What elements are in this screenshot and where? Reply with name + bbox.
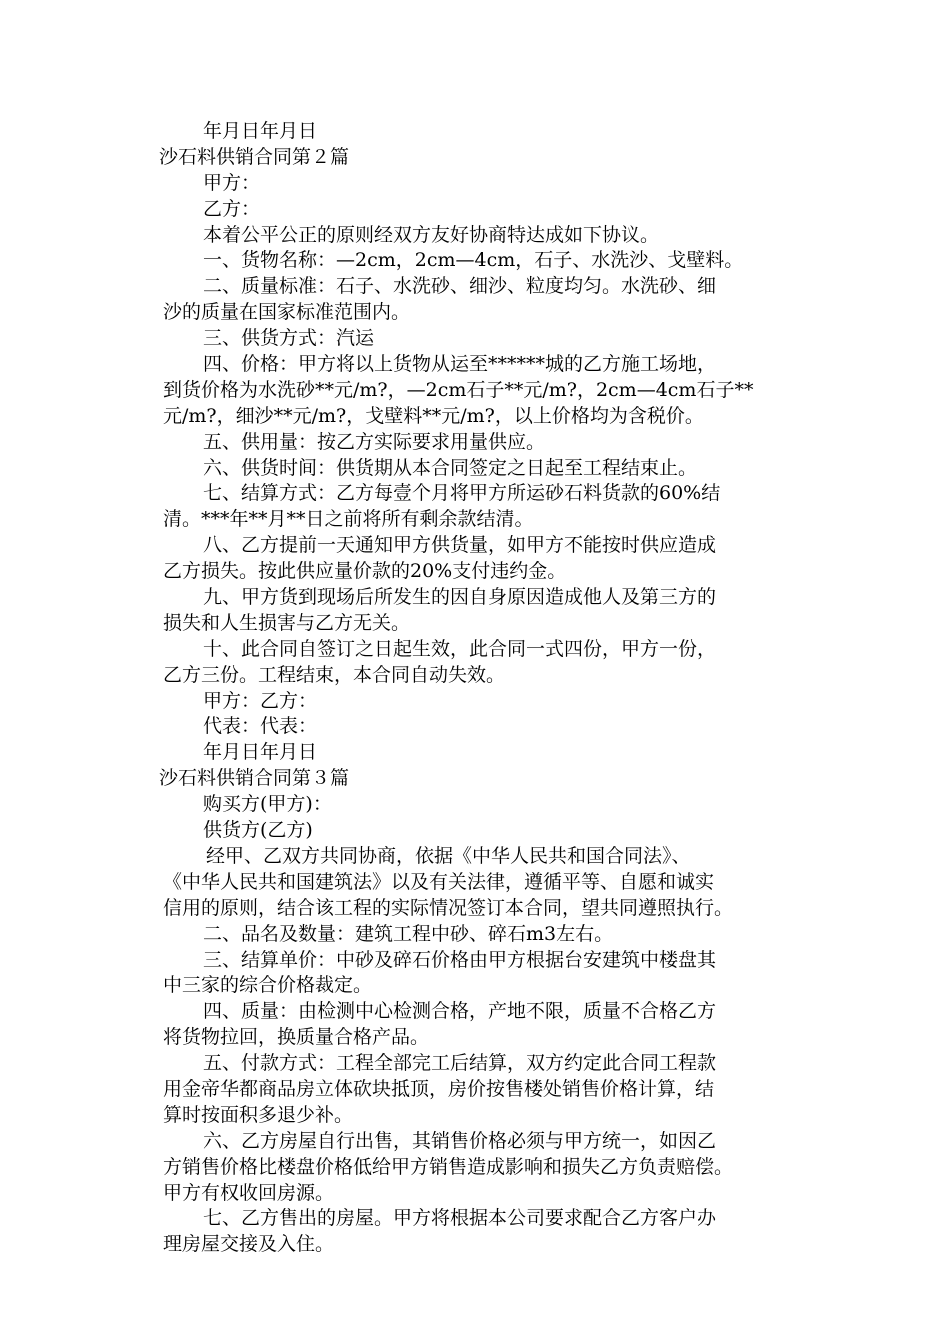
text-line: 甲方： — [203, 171, 261, 194]
text-line: 七、结算方式：乙方每壹个月将甲方所运砂石料货款的60%结 — [203, 482, 721, 505]
text-line: 三、供货方式：汽运 — [203, 327, 375, 350]
text-line: 元/m?，细沙**元/m?，戈壁料**元/m?，以上价格均为含税价。 — [163, 404, 704, 427]
text-line: 乙方损失。按此供应量价款的20%支付违约金。 — [163, 560, 567, 583]
text-line: 甲方有权收回房源。 — [163, 1181, 335, 1204]
text-line: 二、质量标准：石子、水洗砂、细沙、粒度均匀。水洗砂、细 — [203, 275, 717, 298]
text-line: 购买方(甲方)： — [203, 793, 332, 816]
text-line: 五、付款方式：工程全部完工后结算，双方约定此合同工程款 — [203, 1052, 717, 1075]
text-line: 沙的质量在国家标准范围内。 — [163, 301, 411, 324]
text-line: 五、供用量：按乙方实际要求用量供应。 — [203, 430, 546, 453]
text-line: 方销售价格比楼盘价格低给甲方销售造成影响和损失乙方负责赔偿。 — [163, 1155, 734, 1178]
text-line: 年月日年月日 — [203, 741, 318, 764]
text-line: 九、甲方货到现场后所发生的因自身原因造成他人及第三方的 — [203, 586, 717, 609]
text-line: 七、乙方售出的房屋。甲方将根据本公司要求配合乙方客户办 — [203, 1207, 717, 1230]
text-line: 算时按面积多退少补。 — [163, 1103, 354, 1126]
text-line: 六、供货时间：供货期从本合同签定之日起至工程结束止。 — [203, 456, 698, 479]
text-line: 代表：代表： — [203, 715, 318, 738]
text-line: 信用的原则，结合该工程的实际情况签订本合同，望共同遵照执行。 — [163, 896, 734, 919]
text-line: 本着公平公正的原则经双方友好协商特达成如下协议。 — [203, 223, 660, 246]
text-line: 一、货物名称：—2cm，2cm—4cm，石子、水洗沙、戈壁料。 — [203, 249, 744, 272]
text-line: 《中华人民共和国建筑法》以及有关法律，遵循平等、自愿和诚实 — [163, 870, 715, 893]
text-line: 三、结算单价：中砂及碎石价格由甲方根据台安建筑中楼盘其 — [203, 948, 717, 971]
text-line: 乙方： — [203, 197, 261, 220]
text-line: 年月日年月日 — [203, 120, 318, 142]
text-line: 八、乙方提前一天通知甲方供货量，如甲方不能按时供应造成 — [203, 534, 717, 557]
text-line: 乙方三份。工程结束，本合同自动失效。 — [163, 663, 506, 686]
text-line: 甲方：乙方： — [203, 689, 318, 712]
text-line: 损失和人生损害与乙方无关。 — [163, 611, 411, 634]
text-line: 将货物拉回，换质量合格产品。 — [163, 1026, 430, 1049]
section-heading: 沙石料供销合同第３篇 — [159, 767, 350, 790]
text-line: 四、质量：由检测中心检测合格，产地不限，质量不合格乙方 — [203, 1000, 717, 1023]
text-line: 经甲、乙双方共同协商，依据《中华人民共和国合同法》、 — [206, 844, 691, 867]
text-line: 理房屋交接及入住。 — [163, 1233, 335, 1256]
text-line: 十、此合同自签订之日起生效，此合同一式四份，甲方一份， — [203, 637, 717, 660]
text-line: 清。***年**月**日之前将所有剩余款结清。 — [163, 508, 534, 531]
section-heading: 沙石料供销合同第２篇 — [159, 145, 350, 168]
text-line: 四、价格：甲方将以上货物从运至******城的乙方施工场地， — [203, 353, 717, 376]
text-line: 用金帝华都商品房立体砍块抵顶，房价按售楼处销售价格计算，结 — [163, 1077, 715, 1100]
text-line: 二、品名及数量：建筑工程中砂、碎石m3左右。 — [203, 922, 614, 945]
text-line: 六、乙方房屋自行出售，其销售价格必须与甲方统一，如因乙 — [203, 1129, 717, 1152]
text-line: 供货方(乙方) — [203, 819, 313, 842]
text-line: 中三家的综合价格裁定。 — [163, 974, 373, 997]
text-line: 到货价格为水洗砂**元/m?，—2cm石子**元/m?，2cm—4cm石子** — [163, 378, 754, 401]
contract-text-body — [0, 119, 950, 1258]
